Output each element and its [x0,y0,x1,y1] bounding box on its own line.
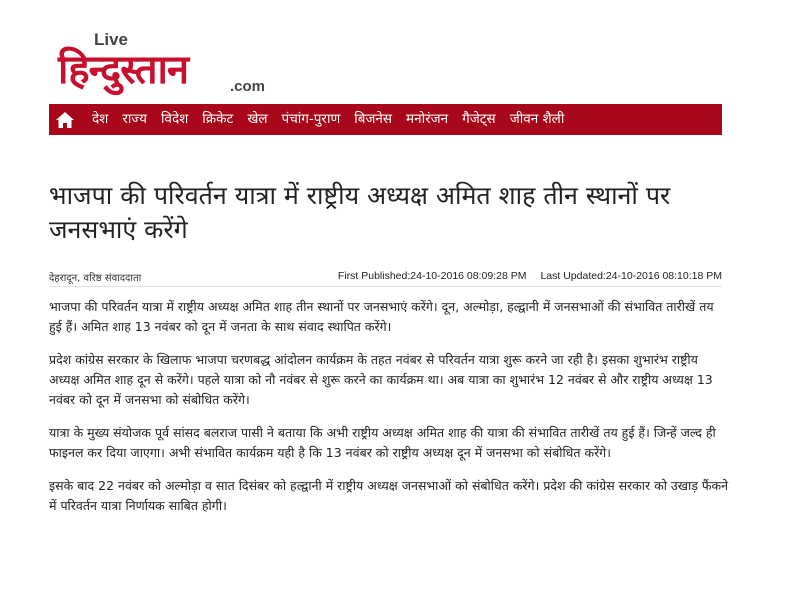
nav-item-khel[interactable]: खेल [247,111,268,127]
last-updated: Last Updated:24-10-2016 08:10:18 PM [540,270,722,282]
byline: देहरादून, वरिष्ठ संवाददाता [49,273,142,284]
article-paragraph: भाजपा की परिवर्तन यात्रा में राष्ट्रीय अध्यक्ष अमित शाह तीन स्थानों पर जनसभाएं करेंगे। दून, अल्मोड़ा, हल्द्वानी में जनसभाओं की संभावित तारीखें तय हुई हैं। अमित शाह 13 नवंबर को दून में जनता के साथ संवाद स्थापित करेंगे। [49,299,714,334]
logo-wordmark: हिन्दुस्तान [58,47,189,93]
article-paragraph: यात्रा के मुख्य संयोजक पूर्व सांसद बलराज पासी ने बताया कि अभी राष्ट्रीय अध्यक्ष अमित शाह की यात्रा की संभावित तारीखें तय हुई हैं। जिन्हें जल्द ही फाइनल कर दिया जाएगा। अभी संभावित कार्यक्रम यही है कि 13 नवंबर को राष्ट्रीय अध्यक्ष दून में जनसभा को संबोधित करेंगे। [49,425,716,460]
nav-item-rajya[interactable]: राज्य [122,111,147,127]
logo-live-text: Live [94,30,129,49]
logo-dotcom-text: .com [230,78,266,95]
site-logo[interactable] [58,30,278,96]
first-published: First Published:24-10-2016 08:09:28 PM [337,270,527,282]
main-nav [49,104,722,135]
home-icon[interactable] [51,104,79,135]
article-paragraph: इसके बाद 22 नवंबर को अल्मोड़ा व सात दिसंबर को हल्द्वानी में राष्ट्रीय अध्यक्ष जनसभाओं को संबोधित करेंगे। प्रदेश की कांग्रेस सरकार को उखाड़ फैंकने में परिवर्तन यात्रा निर्णायक साबित होगी। [49,478,729,513]
nav-item-videsh[interactable]: विदेश [160,111,189,127]
nav-item-business[interactable]: बिजनेस [354,111,393,127]
nav-item-jeevan-shaili[interactable]: जीवन शैली [509,111,565,127]
nav-item-cricket[interactable]: क्रिकेट [202,111,234,127]
nav-item-desh[interactable]: देश [92,111,109,127]
article-headline: भाजपा की परिवर्तन यात्रा में राष्ट्रीय अध्यक्ष अमित शाह तीन स्थानों पर जनसभाएं करेंगे [49,181,671,244]
nav-item-panchang[interactable]: पंचांग-पुराण [281,111,341,127]
article-body [49,297,729,529]
publish-info [338,270,722,282]
nav-item-gadgets[interactable]: गैजेट्स [462,111,496,127]
article-paragraph: प्रदेश कांग्रेस सरकार के खिलाफ भाजपा चरणबद्ध आंदोलन कार्यक्रम के तहत नवंबर से परिवर्तन यात्रा शुरू करने जा रही है। इसका शुभारंभ राष्ट्रीय अध्यक्ष अमित शाह दून से करेंगे। पहले यात्रा को नौ नवंबर से शुरू करने का कार्यक्रम था। अब यात्रा का शुभारंभ 12 नवंबर से और राष्ट्रीय अध्यक्ष 13 नवंबर को दून में जनसभा को संबोधित करेंगे। [49,352,713,407]
divider [49,286,722,287]
nav-item-manoranjan[interactable]: मनोरंजन [406,111,449,127]
